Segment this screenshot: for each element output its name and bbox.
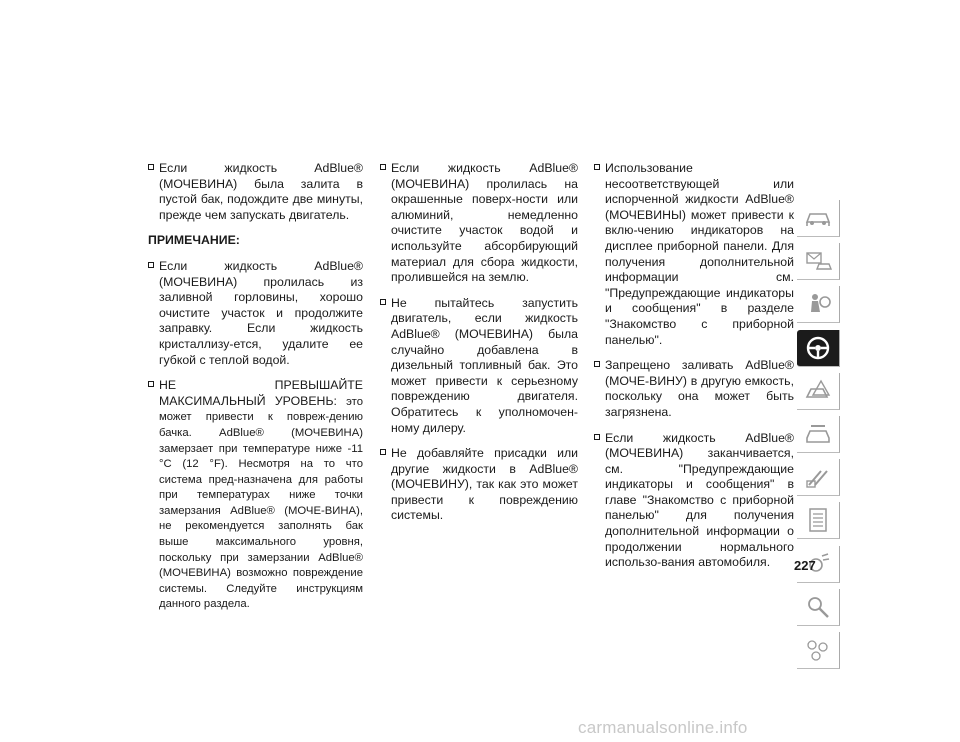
checkbox-bullet-icon xyxy=(148,262,154,268)
checkbox-bullet-icon xyxy=(594,361,600,367)
checkbox-bullet-icon xyxy=(380,449,386,455)
note-heading: ПРИМЕЧАНИЕ: xyxy=(148,233,240,248)
list-item-text: Не пытайтесь запустить двигатель, если жидкость AdBlue® (МОЧЕВИНА) была случайно добавлена в дизельный топливный бак. Это может привести к серьезному повреждению двигателя. Обратитесь к уполномочен-ному дилеру. xyxy=(391,295,578,435)
index-languages-icon xyxy=(803,636,833,664)
list-item xyxy=(380,161,578,286)
list-item xyxy=(380,296,578,436)
list-item-text: Если жидкость AdBlue® (МОЧЕВИНА) пролилась из заливной горловины, хорошо очистите участок и продолжите заправку. Если жидкость кристаллизу-ется, удалите ее губкой с теплой водой. xyxy=(159,258,363,367)
list-item xyxy=(380,446,578,524)
list-item-text: Запрещено заливать AdBlue® (МОЧЕ-ВИНУ) в другую емкость, поскольку она может быть загрязнена. xyxy=(605,358,794,419)
checklist-icon xyxy=(803,506,833,534)
list-item-text xyxy=(159,378,363,612)
car-front-icon xyxy=(803,204,833,232)
tab-mail-car[interactable] xyxy=(797,243,840,280)
list-item-text: Если жидкость AdBlue® (МОЧЕВИНА) была залита в пустой бак, подождите две минуты, прежде чем запускать двигатель. xyxy=(159,161,363,222)
seat-belt-airbag-icon xyxy=(803,290,833,318)
list-item xyxy=(594,358,794,420)
car-service-icon xyxy=(803,420,833,448)
tools-icon xyxy=(803,463,833,491)
tab-checklist[interactable] xyxy=(797,502,840,539)
watermark: carmanualsonline.info xyxy=(578,718,748,737)
checkbox-bullet-icon xyxy=(594,164,600,170)
column-3 xyxy=(594,161,794,581)
checkbox-bullet-icon xyxy=(148,381,154,387)
column-1 xyxy=(148,161,363,622)
list-item-text: Если жидкость AdBlue® (МОЧЕВИНА) пролилась на окрашенные поверх-ности или алюминий, немедленно очистите участок водой и используйте абсорбирующий материал для сбора жидкости, пролившейся на землю. xyxy=(391,161,578,285)
list-item xyxy=(148,378,363,612)
column-2 xyxy=(380,161,578,534)
checkbox-bullet-icon xyxy=(148,164,154,170)
list-item xyxy=(594,431,794,571)
list-item xyxy=(148,259,363,368)
chapter-tabs xyxy=(797,200,841,675)
steering-wheel-icon xyxy=(803,334,833,362)
warning-lights-icon xyxy=(803,377,833,405)
checkbox-bullet-icon xyxy=(380,299,386,305)
page-number: 227 xyxy=(794,558,816,573)
checkbox-bullet-icon xyxy=(380,164,386,170)
tab-index[interactable] xyxy=(797,632,840,669)
checkbox-bullet-icon xyxy=(594,434,600,440)
list-item-text: Если жидкость AdBlue® (МОЧЕВИНА) заканчивается, см. "Предупреждающие индикаторы и сообщения" в главе "Знакомство с приборной панелью" для получения дополнительной информации о продолжении нормального использо-вания автомобиля. xyxy=(605,430,794,570)
tab-tools[interactable] xyxy=(797,459,840,496)
tab-steering[interactable] xyxy=(797,330,840,367)
list-item-text: Использование несоответствующей или испорченной жидкости AdBlue® (МОЧЕВИНЫ) может привести к вклю-чению индикаторов на дисплее приборной панели. Для получения дополнительной информации см. "Предупреждающие индикаторы и сообщения" в разделе "Знакомство с приборной панелью". xyxy=(605,161,794,347)
tab-warning[interactable] xyxy=(797,373,840,410)
mail-car-icon xyxy=(803,247,833,275)
warning-body: это может привести к повреж-дению бачка. AdBlue® (МОЧЕВИНА) замерзает при температуре ниже -11 °C (12 °F). Несмотря на то что система пред-назначена для работы при температурах ниже точки замерзания AdBlue® (МОЧЕ-ВИНА), не рекомендуется заполнять бак выше максимального уровня, поскольку при замерзании AdBlue® (МОЧЕВИНА) возможно повреждение системы. Следуйте инструкциям данного раздела. xyxy=(159,395,363,611)
list-item xyxy=(148,161,363,223)
tab-service[interactable] xyxy=(797,416,840,453)
tab-car-front[interactable] xyxy=(797,200,840,237)
list-item-text: Не добавляйте присадки или другие жидкости в AdBlue® (МОЧЕВИНУ), так как это может привести к повреждению системы. xyxy=(391,446,578,523)
tab-search[interactable] xyxy=(797,589,840,626)
list-item xyxy=(594,161,794,348)
search-icon xyxy=(803,593,833,621)
tab-safety[interactable] xyxy=(797,286,840,323)
warning-heading: НЕ ПРЕВЫШАЙТЕ МАКСИМАЛЬНЫЙ УРОВЕНЬ: xyxy=(159,378,363,408)
